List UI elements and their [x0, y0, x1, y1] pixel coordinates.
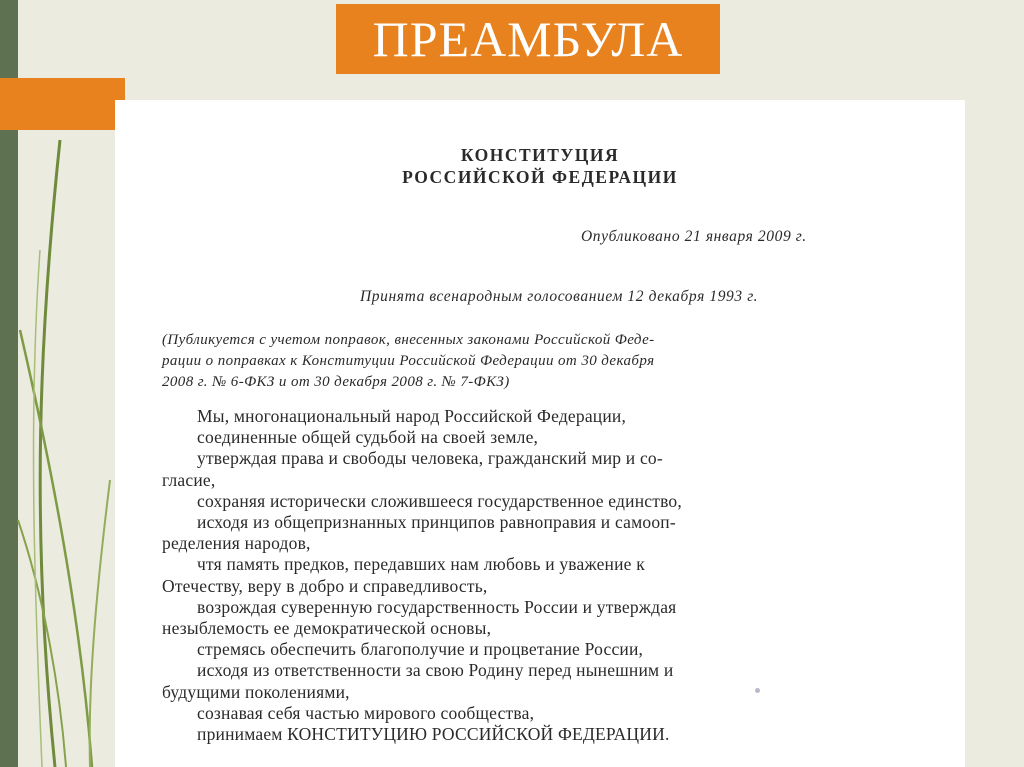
slide-title-box: [336, 4, 720, 74]
note-line: рации о поправках к Конституции Российской Федерации от 30 декабря: [162, 353, 655, 369]
preamble-text: [162, 406, 902, 745]
preamble-line: будущими поколениями,: [162, 681, 350, 702]
preamble-line: исходя из ответственности за свою Родину перед нынешним и: [197, 660, 674, 681]
preamble-line: незыблемость ее демократической основы,: [162, 618, 492, 639]
document-heading-line-1: КОНСТИТУЦИЯ: [460, 145, 620, 165]
preamble-line: Отечеству, веру в добро и справедливость,: [162, 575, 488, 596]
document-heading-line-2: РОССИЙСКОЙ ФЕДЕРАЦИИ: [402, 167, 678, 187]
slide-title: ПРЕАМБУЛА: [372, 11, 684, 67]
grass-decoration: [0, 0, 130, 767]
preamble-line: стремясь обеспечить благополучие и процветание России,: [197, 639, 644, 660]
preamble-line: Мы, многонациональный народ Российской Федерации,: [197, 406, 627, 426]
preamble-line: возрождая суверенную государственность России и утверждая: [197, 596, 677, 617]
published-date: Опубликовано 21 января 2009 г.: [581, 228, 807, 245]
preamble-line: утверждая права и свободы человека, гражданский мир и со-: [197, 448, 663, 469]
preamble-line: сознавая себя частью мирового сообщества,: [197, 702, 535, 723]
document-scan: [115, 100, 965, 767]
preamble-line: сохраняя исторически сложившееся государственное единство,: [197, 490, 682, 511]
preamble-line: принимаем КОНСТИТУЦИЮ РОССИЙСКОЙ ФЕДЕРАЦИИ.: [197, 724, 670, 745]
scan-speck: [755, 688, 760, 693]
preamble-line: соединенные общей судьбой на своей земле,: [197, 427, 539, 448]
note-line: 2008 г. № 6-ФКЗ и от 30 декабря 2008 г. № 7-ФКЗ): [162, 374, 510, 390]
preamble-line: ределения народов,: [162, 533, 311, 554]
preamble-line: чтя память предков, передавших нам любовь и уважение к: [197, 554, 645, 575]
adopted-date: Принята всенародным голосованием 12 декабря 1993 г.: [360, 288, 759, 305]
note-line: (Публикуется с учетом поправок, внесенных законами Российской Феде-: [162, 332, 655, 348]
amendments-note: [162, 330, 897, 393]
preamble-line: исходя из общепризнанных принципов равноправия и самооп-: [197, 512, 676, 533]
preamble-line: гласие,: [162, 469, 216, 490]
